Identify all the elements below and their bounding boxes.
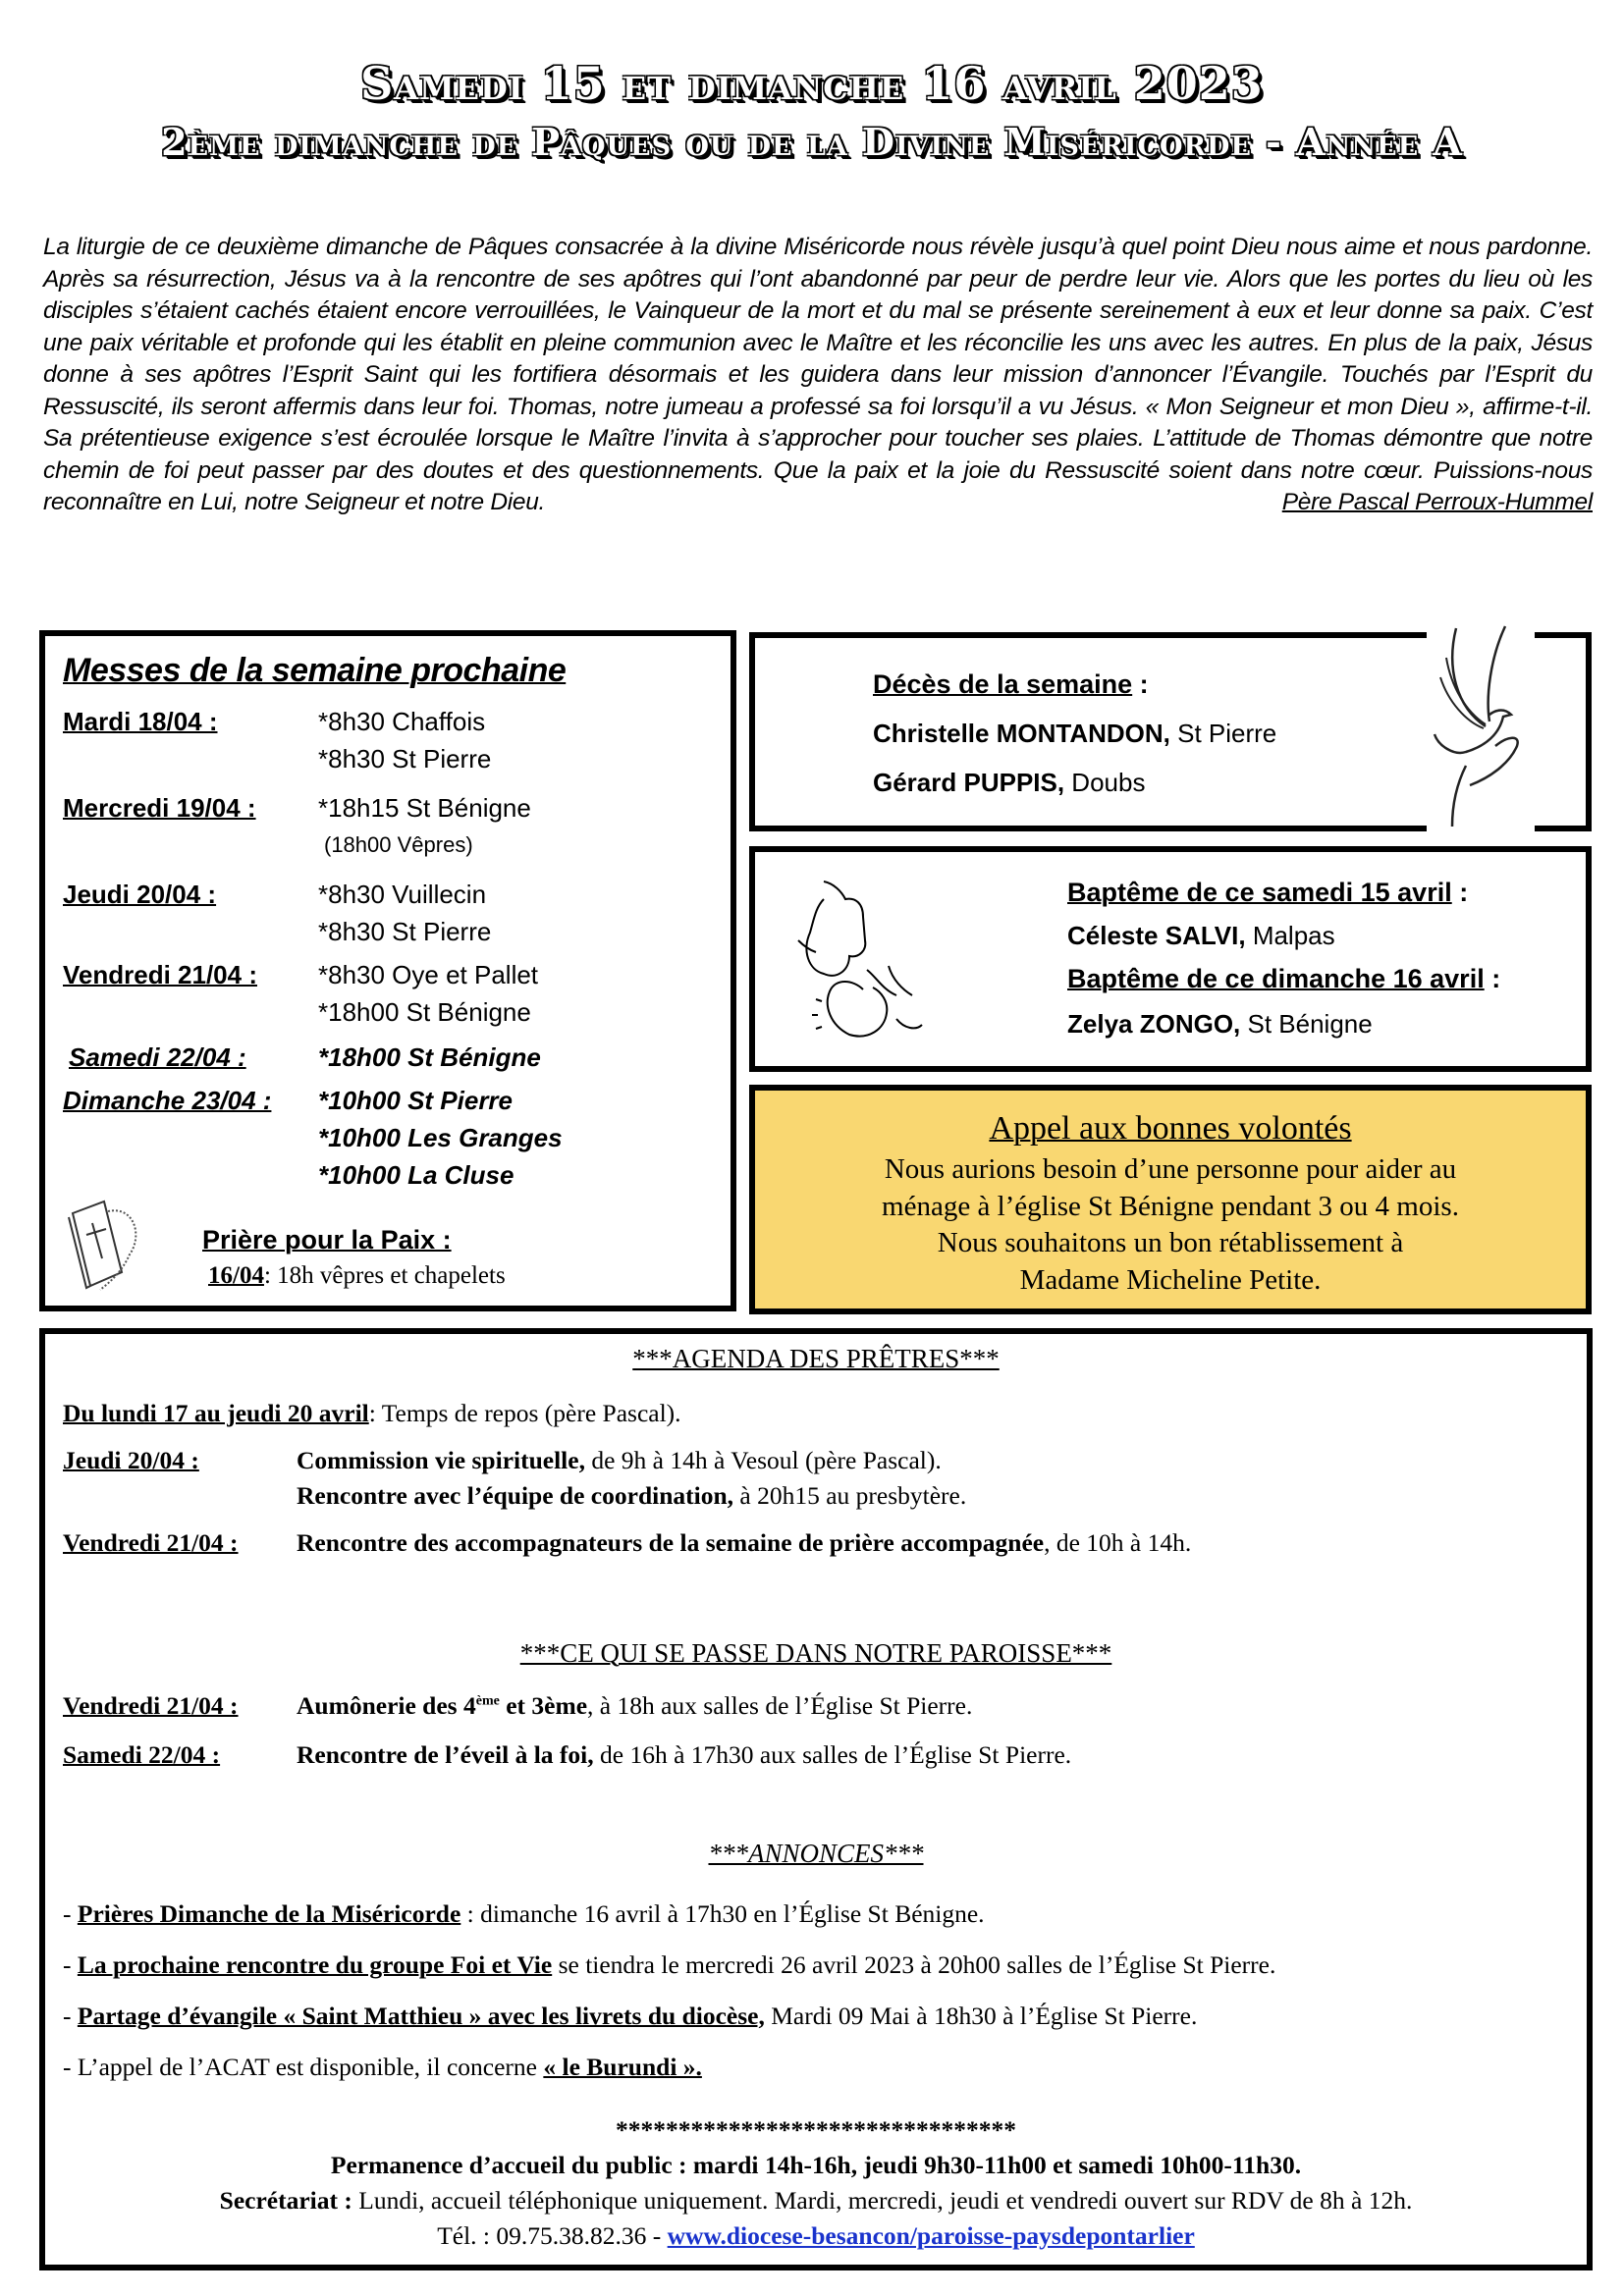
paroisse-item	[63, 1740, 1071, 1770]
paroisse-bold: et 3ème	[499, 1691, 588, 1720]
mass-time: *18h00 St Bénigne	[318, 1042, 541, 1072]
agenda-bold: Rencontre avec l’équipe de coordination,	[297, 1481, 734, 1510]
bapteme-heading-text: Baptême de ce dimanche 16 avril	[1067, 964, 1485, 993]
person-name: Céleste SALVI,	[1067, 921, 1246, 950]
appel-body	[755, 1151, 1586, 1299]
mass-time: *8h30 Chaffois	[318, 707, 486, 736]
person-name: Zelya ZONGO,	[1067, 1009, 1241, 1039]
agenda-item	[297, 1481, 966, 1511]
website-link[interactable]: www.diocese-besancon/paroisse-paysdepontarlier	[667, 2221, 1195, 2250]
permanence-line: Permanence d’accueil du public : mardi 14h-16h, jeudi 9h30-11h00 et samedi 10h00-11h30.	[330, 2151, 1302, 2179]
agenda-text: , de 10h à 14h.	[1044, 1528, 1192, 1557]
annonce-text: L’appel de l’ACAT est disponible, il concerne	[77, 2053, 544, 2081]
agenda-text: : Temps de repos (père Pascal).	[368, 1399, 681, 1427]
annonce-text: : dimanche 16 avril à 17h30 en l’Église St Bénigne.	[460, 1899, 985, 1928]
annonce-text: se tiendra le mercredi 26 avril 2023 à 20h00 salles de l’Église St Pierre.	[552, 1950, 1276, 1979]
mass-day: Vendredi 21/04 :	[63, 960, 257, 989]
mass-time: *18h00 St Bénigne	[318, 997, 531, 1027]
deces-person	[873, 768, 1145, 798]
agenda-heading	[45, 1344, 1587, 1374]
paroisse-bold: Rencontre de l’éveil à la foi,	[297, 1740, 594, 1769]
mass-time: *8h30 Oye et Pallet	[318, 960, 539, 989]
page-title: Samedi 15 et dimanche 16 avril 2023	[360, 57, 1264, 110]
priere-text: : 18h vêpres et chapelets	[263, 1262, 506, 1289]
priere-line	[208, 1262, 506, 1290]
bullet: -	[63, 2002, 78, 2030]
agenda-item	[63, 1528, 1191, 1558]
annonce-title: Prières Dimanche de la Miséricorde	[77, 1899, 461, 1928]
deces-heading	[873, 669, 1149, 700]
intro-text: La liturgie de ce deuxième dimanche de Pâques consacrée à la divine Miséricorde nous révèle jusqu’à quel point Dieu nous aime et nous pardonne. Après sa résurrection, Jésus va à la rencontre de ses apôtres qui l’ont abandonné par peur de perdre leur vie. Alors que les portes du lieu où les disciples s’étaient cachés étaient encore verrouillées, le Vainqueur de la mort et du mal se présente sereinement à eux et leur donne sa paix. C’est une paix véritable et profonde qui les établit en pleine communion avec le Maître et les réconcilie les uns avec les autres. En plus de la paix, Jésus donne à ses apôtres l’Esprit Saint qui les fortifiera désormais et les guidera dans leur mission d’annoncer l’Évangile. Touchés par l’Esprit du Ressuscité, ils seront affermis dans leur foi. Thomas, notre jumeau a professé sa foi lorsqu’il a vu Jésus. « Mon Seigneur et mon Dieu », affirme-t-il. Sa prétentieuse exigence s’est écroulée lorsque le Maître l’invita à s’approcher pour toucher ses plaies. L’attitude de Thomas démontre que notre chemin de foi peut passer par des doutes et des questionnements. Que la paix et la joie du Ressuscité soient dans notre cœur. Puissions-nous reconnaître en Lui, notre Seigneur et notre Dieu.	[43, 234, 1593, 515]
mass-time: *10h00 St Pierre	[318, 1086, 514, 1115]
person-name: Christelle MONTANDON,	[873, 719, 1170, 748]
info-box	[39, 1328, 1593, 2270]
annonces-heading-text: ***ANNONCES***	[708, 1839, 924, 1868]
bullet: -	[63, 1950, 78, 1979]
agenda-label: Vendredi 21/04 :	[63, 1528, 239, 1557]
deces-heading-text: Décès de la semaine	[873, 669, 1133, 699]
separator-stars: ********************************	[616, 2115, 1016, 2144]
person-place: St Pierre	[1169, 719, 1277, 748]
paroisse-text: , à 18h aux salles de l’Église St Pierre.	[587, 1691, 973, 1720]
agenda-heading-text: ***AGENDA DES PRÊTRES***	[632, 1344, 1000, 1373]
appel-box	[749, 1085, 1592, 1314]
secretariat-line	[45, 2186, 1587, 2216]
bapteme-person	[1067, 921, 1335, 951]
annonce-item	[63, 1950, 1275, 1980]
bapteme-box	[749, 846, 1592, 1072]
paroisse-bold: Aumônerie des 4	[297, 1691, 476, 1720]
bullet: -	[63, 1899, 78, 1928]
masses-box	[39, 630, 736, 1311]
intro-paragraph	[43, 232, 1593, 519]
contact-line	[45, 2221, 1587, 2251]
annonces-heading	[45, 1839, 1587, 1869]
mass-time: *18h15 St Bénigne	[318, 793, 531, 823]
agenda-text: à 20h15 au presbytère.	[733, 1481, 967, 1510]
deces-person	[873, 719, 1276, 749]
bapteme-heading: Baptême de ce dimanche 16 avril :	[1067, 964, 1501, 993]
appel-line: Madame Micheline Petite.	[1019, 1263, 1322, 1296]
bapteme-heading-text: Baptême de ce samedi 15 avril	[1067, 878, 1452, 907]
paroisse-label: Samedi 22/04 :	[63, 1740, 221, 1769]
secretariat-label: Secrétariat :	[219, 2186, 352, 2215]
mass-day: Mercredi 19/04 :	[63, 793, 256, 823]
deces-heading-colon: :	[1132, 669, 1149, 699]
annonce-link-text: « le Burundi ».	[543, 2053, 702, 2081]
priere-title: Prière pour la Paix :	[202, 1225, 452, 1255]
phone-number: Tél. : 09.75.38.82.36 -	[437, 2221, 668, 2250]
agenda-label: Du lundi 17 au jeudi 20 avril	[63, 1399, 369, 1427]
paroisse-label: Vendredi 21/04 :	[63, 1691, 239, 1720]
mass-time: *8h30 St Pierre	[318, 917, 492, 946]
mass-time: *8h30 Vuillecin	[318, 880, 487, 909]
dove-hand-icon	[1427, 618, 1535, 834]
paroisse-heading	[45, 1638, 1587, 1669]
appel-line: Nous aurions besoin d’une personne pour aider au	[884, 1153, 1457, 1185]
mass-time: *8h30 St Pierre	[318, 744, 492, 774]
mass-day: Samedi 22/04 :	[69, 1042, 246, 1072]
bible-rosary-icon	[65, 1196, 145, 1294]
annonce-title: Partage d’évangile « Saint Matthieu » avec les livrets du diocèse,	[77, 2002, 765, 2030]
page-subtitle: 2ème dimanche de Pâques ou de la Divine Miséricorde - Année A	[161, 120, 1463, 164]
person-name: Gérard PUPPIS,	[873, 768, 1065, 797]
agenda-bold: Rencontre des accompagnateurs de la semaine de prière accompagnée	[297, 1528, 1045, 1557]
bullet: -	[63, 2053, 78, 2081]
paroisse-item	[63, 1691, 972, 1721]
appel-line: Nous souhaitons un bon rétablissement à	[937, 1227, 1404, 1258]
agenda-item	[63, 1446, 942, 1475]
mass-time: *10h00 La Cluse	[318, 1160, 514, 1190]
appel-heading: Appel aux bonnes volontés	[989, 1110, 1352, 1147]
paroisse-heading-text: ***CE QUI SE PASSE DANS NOTRE PAROISSE***	[519, 1638, 1112, 1668]
priere-date: 16/04	[208, 1262, 264, 1289]
bapteme-person	[1067, 1009, 1373, 1040]
annonce-item	[63, 1899, 985, 1929]
bapteme-heading: Baptême de ce samedi 15 avril :	[1067, 878, 1469, 907]
mass-day: Mardi 18/04 :	[63, 707, 218, 736]
mass-time: *10h00 Les Granges	[318, 1123, 563, 1152]
secretariat-text: Lundi, accueil téléphonique uniquement. Mardi, mercredi, jeudi et vendredi ouvert sur RDV de 8h à 12h.	[352, 2186, 1413, 2215]
paroisse-sup: ème	[475, 1693, 500, 1709]
appel-line: ménage à l’église St Bénigne pendant 3 ou 4 mois.	[882, 1190, 1459, 1222]
annonce-title: La prochaine rencontre du groupe Foi et Vie	[77, 1950, 553, 1979]
annonce-text: Mardi 09 Mai à 18h30 à l’Église St Pierre.	[764, 2002, 1198, 2030]
agenda-label: Jeudi 20/04 :	[63, 1446, 199, 1474]
agenda-text: de 9h à 14h à Vesoul (père Pascal).	[584, 1446, 942, 1474]
annonce-item	[63, 2053, 702, 2082]
baptism-icon	[794, 872, 932, 1043]
mass-day: Jeudi 20/04 :	[63, 880, 217, 909]
agenda-item	[63, 1399, 681, 1428]
person-place: Doubs	[1064, 768, 1146, 797]
annonce-item	[63, 2002, 1197, 2031]
person-place: Malpas	[1245, 921, 1335, 950]
paroisse-text: de 16h à 17h30 aux salles de l’Église St Pierre.	[593, 1740, 1072, 1769]
deces-box	[749, 632, 1592, 831]
masses-heading: Messes de la semaine prochaine	[63, 652, 567, 689]
mass-day: Dimanche 23/04 :	[63, 1086, 272, 1115]
agenda-bold: Commission vie spirituelle,	[297, 1446, 585, 1474]
mass-note: (18h00 Vêpres)	[324, 832, 473, 857]
signature: Père Pascal Perroux-Hummel	[1281, 489, 1593, 515]
person-place: St Bénigne	[1240, 1009, 1373, 1039]
